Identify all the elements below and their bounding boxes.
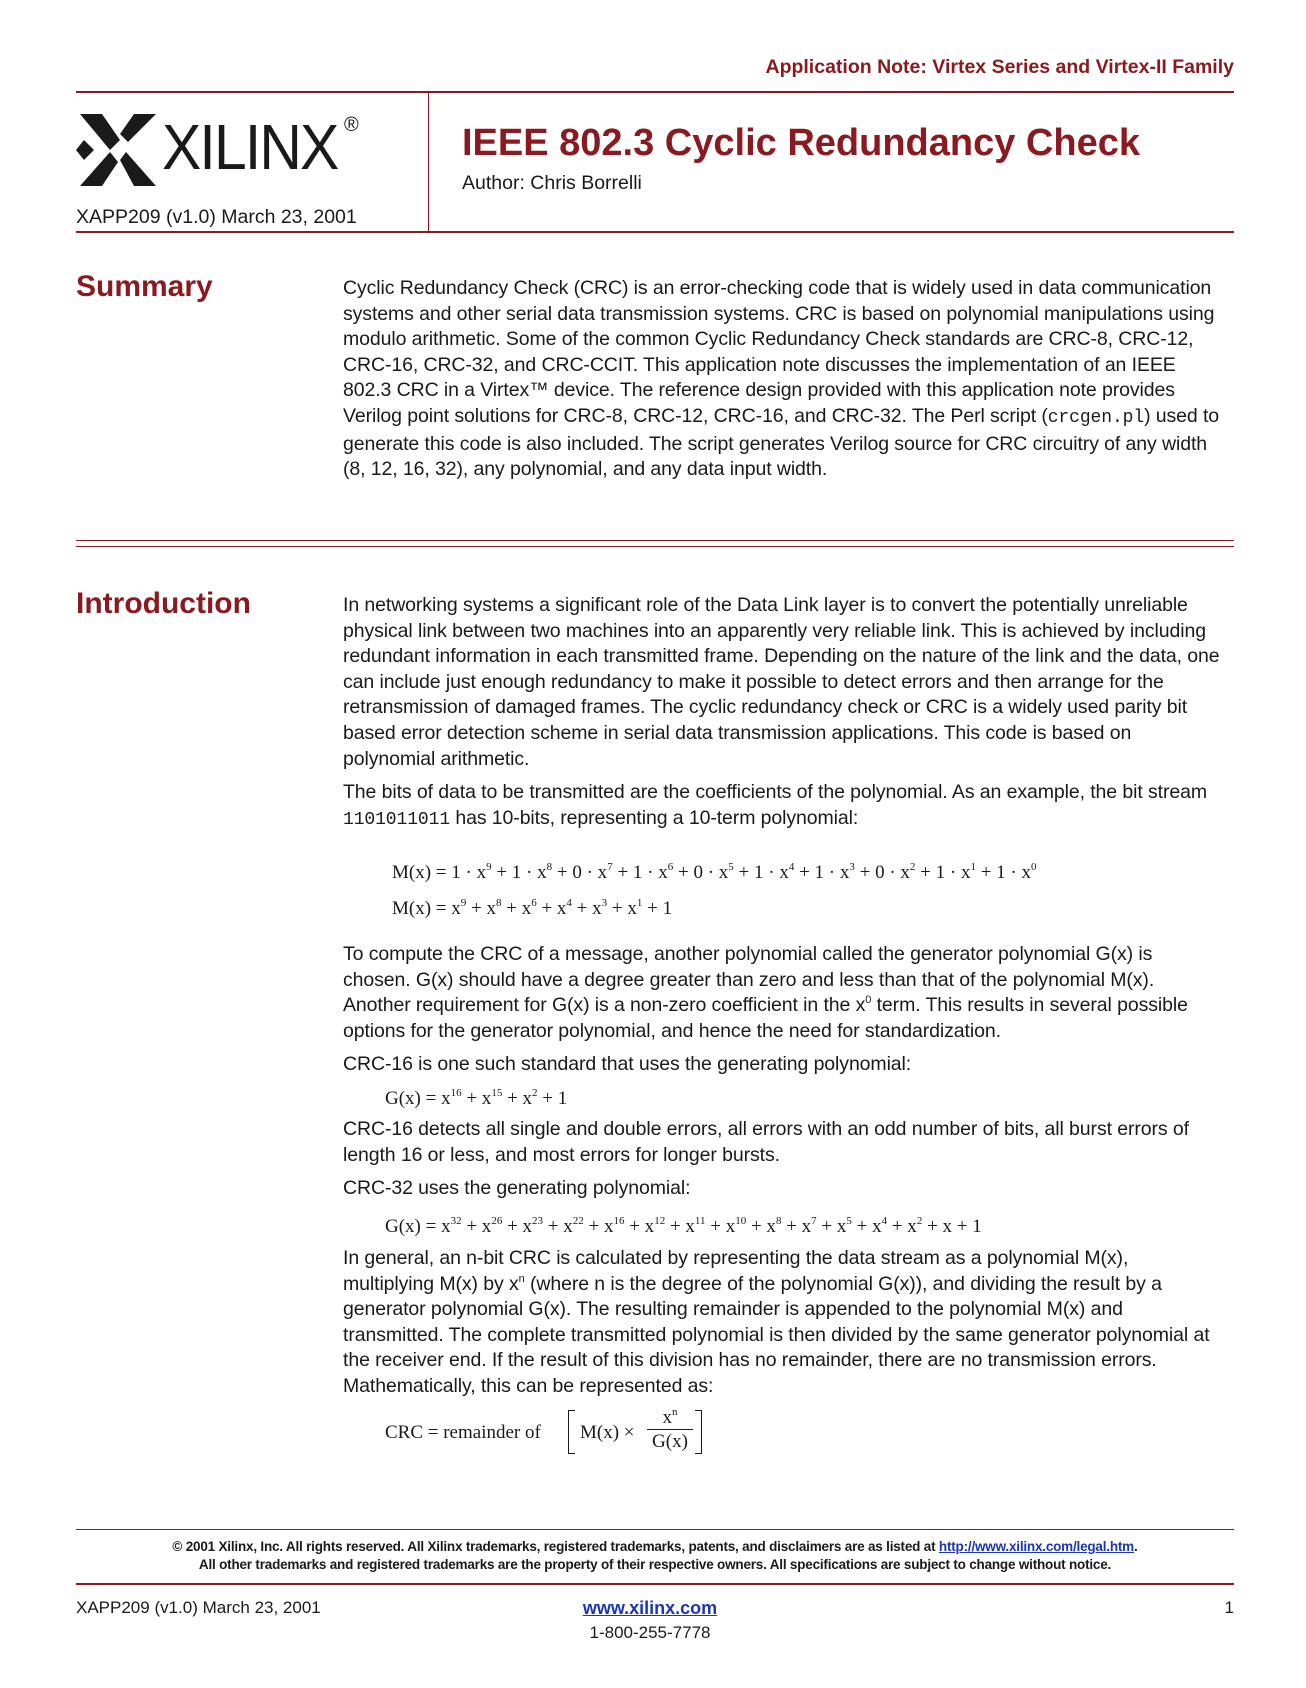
author-line: Author: Chris Borrelli [462,172,642,194]
equation-crc16: $G(x) = x^{16} + x^{15} + x^2 + 1$ [385,1087,568,1109]
polynomial-term: + $x^{12}$ [624,1215,666,1237]
polynomial-term: + $1 \cdot x^4$ [733,861,795,883]
legal-line-1: © 2001 Xilinx, Inc. All rights reserved. All Xilinx trademarks, registered trademarks, patents, and disclaimers are as listed at http://www.xilinx.com/legal.htm. [172,1539,1138,1554]
polynomial-term: + $0 \cdot x^2$ [854,861,916,883]
left-bracket [568,1410,575,1454]
polynomial-term: + $1 \cdot x^0$ [975,861,1037,883]
polynomial-term: $1 \cdot x^9$ [451,861,492,883]
legal-notice [76,1538,1234,1574]
polynomial-term: + $x^6$ [501,897,537,919]
intro-paragraph-3: To compute the CRC of a message, another polynomial called the generator polynomial G(x) is chosen. G(x) should have a degree greater than zero and less than that of the polynomial M(x). Another requirement for G(x) is a non-zero coefficient in the $x^0$ term. This results in several possible options for the generator polynomial, and hence the need for standardization. [343,943,1188,1042]
polynomial-term: + $x^4$ [851,1215,888,1237]
introduction-body-1 [343,593,1223,841]
polynomial-term: + $x^{10}$ [705,1215,747,1237]
page-number: 1 [1224,1598,1234,1617]
polynomial-term: + $1 \cdot x^3$ [794,861,855,883]
polynomial-term: $x^{16}$ [441,1087,462,1109]
intro-paragraph-2: The bits of data to be transmitted are the coefficients of the polynomial. As an example, the bit stream 1101011011 has 10-bits, representing a 10-term polynomial: [343,781,1207,830]
registered-mark: ® [344,114,359,136]
intro-paragraph-7: In general, an n-bit CRC is calculated by representing the data stream as a polynomial M(x), multiplying M(x) by $x^n$ (where n is the degree of the polynomial G(x)), and dividing the result by a generator polynomial G(x). The resulting remainder is appended to the polynomial M(x) and transmitted. The complete transmitted polynomial is then divided by the same generator polynomial at the receiver end. If the result of this division has no remainder, there are no transmission errors. Mathematically, this can be represented as: [343,1247,1210,1397]
series-label: Application Note: Virtex Series and Virtex-II Family [765,56,1234,78]
xilinx-logo [76,112,376,188]
footer-bottom-rule [76,1583,1234,1585]
polynomial-term: + $x^2$ [887,1215,923,1237]
header-top-rule [76,91,1234,93]
polynomial-term: + $1 \cdot x^8$ [491,861,553,883]
equation-crc32: $G(x) = x^{32} + x^{26} + x^{23} + x^{22} + x^{16} + x^{12} + x^{11} + x^{10} + x^8 + x^7 + x^5 + x^4 + x^2 + x + 1$ [385,1215,982,1237]
legal-link[interactable]: http://www.xilinx.com/legal.htm [938,1539,1134,1554]
website-link[interactable]: www.xilinx.com [582,1598,718,1618]
polynomial-term: + $x^3$ [571,897,608,919]
polynomial-term: $x^{32}$ [441,1215,462,1237]
polynomial-term: + $0 \cdot x^5$ [673,861,734,883]
polynomial-term: + $x^8$ [746,1215,782,1237]
equation-mx-simplified: $M(x) = x^9 + x^8 + x^6 + x^4 + x^3 + x^1 + 1$ [392,897,673,919]
polynomial-term: + $x^5$ [816,1215,852,1237]
polynomial-term: + $x^{16}$ [583,1215,625,1237]
introduction-body-2 [343,942,1223,1086]
polynomial-term: + $x^8$ [466,897,502,919]
right-bracket [695,1410,702,1454]
polynomial-term: + $x^{22}$ [543,1215,584,1237]
intro-paragraph-5: CRC-16 detects all single and double errors, all errors with an odd number of bits, all burst errors of length 16 or less, and most errors for longer bursts. [343,1118,1189,1166]
intro-paragraph-6: CRC-32 uses the generating polynomial: [343,1177,691,1200]
intro-paragraph-1: In networking systems a significant role of the Data Link layer is to convert the potentially unreliable physical link between two machines into an apparently very reliable link. This is achieved by including redundant information in each transmitted frame. Depending on the nature of the link and the data, one can include just enough redundancy to make it possible to detect errors and then arrange for the retransmission of damaged frames. The cyclic redundancy check or CRC is a widely used parity bit based error detection scheme in serial data transmission applications. This code is based on polynomial arithmetic. [343,594,1220,770]
footer-top-rule [76,1529,1234,1530]
section-divider-bottom [76,546,1234,547]
doc-id: XAPP209 (v1.0) March 23, 2001 [76,206,357,228]
summary-paragraph: Cyclic Redundancy Check (CRC) is an error-checking code that is widely used in data communication systems and other serial data transmission systems. CRC is based on polynomial manipulations using modulo arithmetic. Some of the common Cyclic Redundancy Check standards are CRC-8, CRC-12, CRC-16, CRC-32, and CRC-CCIT. This application note discusses the implementation of an IEEE 802.3 CRC in a Virtex™ device. The reference design provided with this application note provides Verilog point solutions for CRC-8, CRC-12, CRC-16, and CRC-32. The Perl script (crcgen.pl) used to generate this code is also included. The script generates Verilog source for CRC circuitry of any width (8, 12, 16, 32), any polynomial, and any data input width. [343,277,1220,481]
introduction-body-4 [343,1246,1223,1408]
fraction: $x^n$ G(x) [647,1408,693,1453]
polynomial-term: + $x^{11}$ [665,1215,706,1237]
phone-number: 1-800-255-7778 [589,1623,711,1642]
legal-line-2: All other trademarks and registered trademarks are the property of their respective owners. All specifications are subject to change without notice. [198,1557,1112,1572]
footer-center [530,1596,770,1645]
polynomial-term: + $0 \cdot x^7$ [552,861,613,883]
introduction-body-3 [343,1117,1223,1210]
introduction-heading: Introduction [76,587,251,620]
summary-heading: Summary [76,270,213,303]
section-divider-top [76,540,1234,541]
page-title: IEEE 802.3 Cyclic Redundancy Check [462,122,1140,164]
bit-stream-code: 1101011011 [343,809,451,830]
polynomial-term: + $x^{26}$ [461,1215,503,1237]
summary-body [343,276,1223,491]
polynomial-term: + $x^2$ [502,1087,538,1109]
polynomial-term: + $x^{23}$ [502,1215,544,1237]
polynomial-term: + $1 \cdot x^6$ [612,861,674,883]
polynomial-term: + $x^1$ [607,897,643,919]
polynomial-term: + $x^4$ [536,897,572,919]
polynomial-term: $x^9$ [451,897,467,919]
equation-mx-expanded: $M(x) = 1 \cdot x^9 + 1 \cdot x^8 + 0 \cdot x^7 + 1 \cdot x^6 + 0 \cdot x^5 + 1 \cdot x^4 + 1 \cdot x^3 + 0 \cdot x^2 + 1 \cdot x^1 + 1 \cdot x^0$ [392,861,1037,883]
intro-paragraph-4: CRC-16 is one such standard that uses the generating polynomial: [343,1053,912,1076]
perl-script-name: crcgen.pl [1047,407,1145,428]
xilinx-x-mark-icon [76,112,160,188]
polynomial-term: + $x^{15}$ [461,1087,503,1109]
header-vertical-divider [428,92,429,232]
footer-doc-id: XAPP209 (v1.0) March 23, 2001 [76,1598,321,1617]
polynomial-term: + $x^7$ [781,1215,817,1237]
polynomial-term: + $1 \cdot x^1$ [915,861,976,883]
header-bottom-rule [76,231,1234,233]
xilinx-wordmark: XILINX [162,111,338,183]
